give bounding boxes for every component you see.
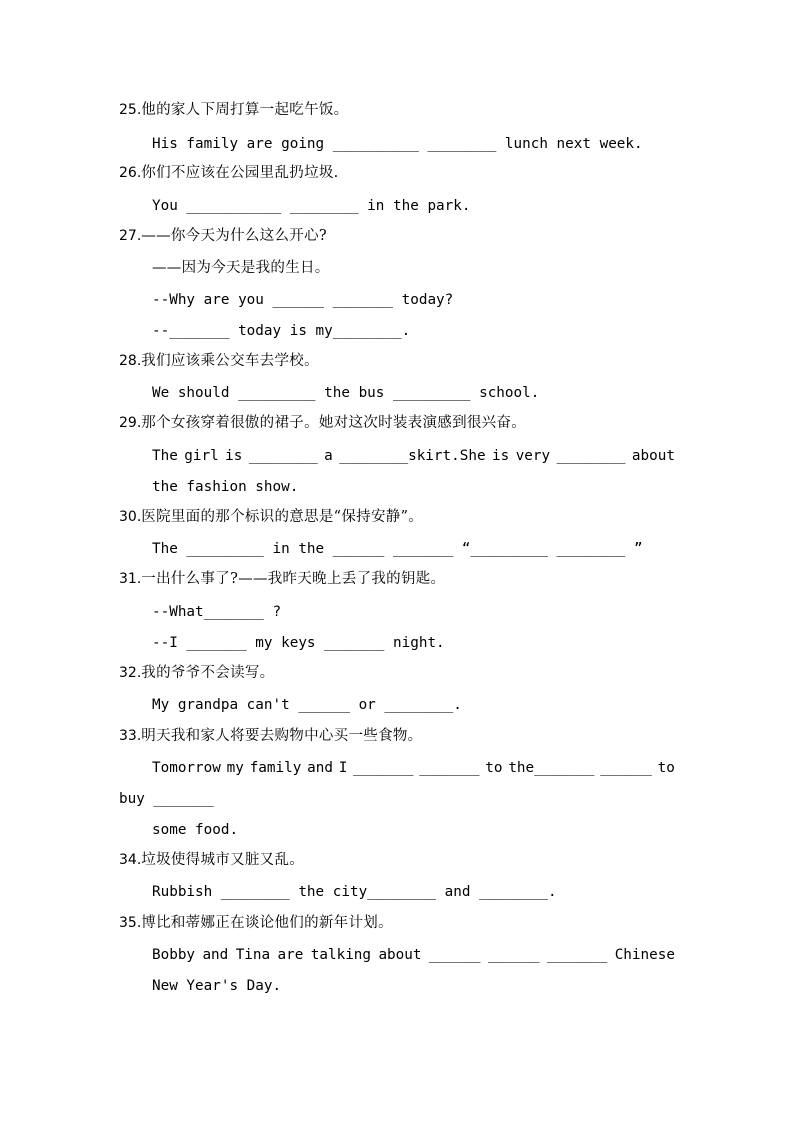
question-31-answer-2: --I _______ my keys _______ night. (152, 635, 445, 651)
question-number: 27. (119, 228, 142, 244)
question-34-answer: Rubbish ________ the city________ and ________. (152, 884, 557, 900)
answer-word: ______ (487, 947, 540, 963)
question-33-answer-1 (152, 758, 675, 778)
question-27-answer-1: --Why are you ______ _______ today? (152, 292, 454, 308)
chinese-sentence: 我们应该乘公交车去学校。 (141, 353, 319, 369)
question-31-answer-1: --What_______ ? (152, 604, 282, 620)
question-28-answer: We should _________ the bus _________ school. (152, 385, 540, 401)
question-30-prompt (119, 507, 423, 527)
question-number: 31. (119, 571, 142, 587)
chinese-sentence: 垃圾使得城市又脏又乱。 (141, 852, 305, 868)
answer-word: about (378, 947, 422, 963)
chinese-sentence: 我的爷爷不会读写。 (141, 665, 275, 681)
chinese-sentence: 他的家人下周打算一起吃午饭。 (141, 102, 349, 118)
question-27-prompt (119, 226, 327, 246)
answer-word: girl (184, 448, 219, 464)
question-35-answer-2: New Year's Day. (152, 978, 282, 994)
answer-word: very (515, 448, 551, 464)
answer-word: I (338, 760, 348, 776)
question-number: 33. (119, 728, 142, 744)
question-number: 30. (119, 509, 142, 525)
answer-word: to (657, 760, 675, 776)
answer-word: ________ (556, 448, 626, 464)
question-33-prompt (119, 726, 422, 746)
answer-word: _______ (353, 760, 414, 776)
answer-word: Chinese (614, 947, 675, 963)
answer-word: the_______ (508, 760, 595, 776)
question-number: 28. (119, 353, 142, 369)
answer-word: Tina (235, 947, 271, 963)
answer-word: are (277, 947, 304, 963)
question-29-prompt (119, 413, 526, 433)
question-35-prompt (119, 913, 393, 933)
question-number: 32. (119, 665, 142, 681)
answer-word: Bobby (152, 947, 196, 963)
answer-word: is (225, 448, 243, 464)
answer-word: my (226, 760, 244, 776)
answer-word: ________ (248, 448, 318, 464)
question-29-answer-2: the fashion show. (152, 479, 299, 495)
chinese-sentence: 你们不应该在公园里乱扔垃圾. (141, 165, 339, 181)
answer-word: and (202, 947, 229, 963)
answer-word: family (249, 760, 302, 776)
question-25-answer: His family are going __________ ________ lunch next week. (152, 136, 643, 152)
question-26-prompt (119, 163, 339, 183)
answer-word: ________skirt.She (339, 448, 486, 464)
question-28-prompt (119, 351, 319, 371)
answer-word: a (324, 448, 333, 464)
chinese-sentence: 明天我和家人将要去购物中心买一些食物。 (141, 728, 423, 744)
answer-word: The (152, 448, 178, 464)
question-number: 26. (119, 165, 142, 181)
question-26-answer: You ___________ ________ in the park. (152, 198, 471, 214)
question-33-answer-3: some food. (152, 822, 239, 838)
answer-word: _______ (419, 760, 480, 776)
answer-word: about (631, 448, 675, 464)
question-number: 29. (119, 415, 142, 431)
question-32-answer: My grandpa can't ______ or ________. (152, 697, 462, 713)
question-33-answer-2: buy _______ (119, 791, 214, 807)
question-25-prompt (119, 100, 348, 120)
question-number: 34. (119, 852, 142, 868)
chinese-sentence: 一出什么事了?——我昨天晚上丢了我的钥匙。 (141, 571, 446, 587)
question-number: 35. (119, 915, 142, 931)
question-31-prompt (119, 569, 445, 589)
answer-word: ______ (600, 760, 652, 776)
chinese-sentence: 博比和蒂娜正在谈论他们的新年计划。 (141, 915, 393, 931)
answer-word: talking (310, 947, 372, 963)
question-number: 25. (119, 102, 142, 118)
question-29-answer-1 (152, 446, 675, 466)
answer-word: ______ (428, 947, 481, 963)
question-34-prompt (119, 850, 304, 870)
answer-word: to (485, 760, 503, 776)
chinese-sentence: 医院里面的那个标识的意思是“保持安静”。 (141, 509, 424, 525)
chinese-sentence: 那个女孩穿着很傲的裙子。她对这次时装表演感到很兴奋。 (141, 415, 527, 431)
question-32-prompt (119, 663, 274, 683)
question-27-answer-2: --_______ today is my________. (152, 323, 411, 339)
answer-word: _______ (547, 947, 608, 963)
question-30-answer: The _________ in the ______ _______ “_________ ________ ” (152, 541, 643, 557)
answer-word: and (307, 760, 333, 776)
answer-word: is (492, 448, 510, 464)
question-35-answer-1 (152, 945, 675, 965)
answer-word: Tomorrow (152, 760, 221, 776)
chinese-sentence: ——你今天为什么这么开心? (141, 228, 327, 244)
question-27-prompt-reply: ——因为今天是我的生日。 (152, 260, 330, 276)
